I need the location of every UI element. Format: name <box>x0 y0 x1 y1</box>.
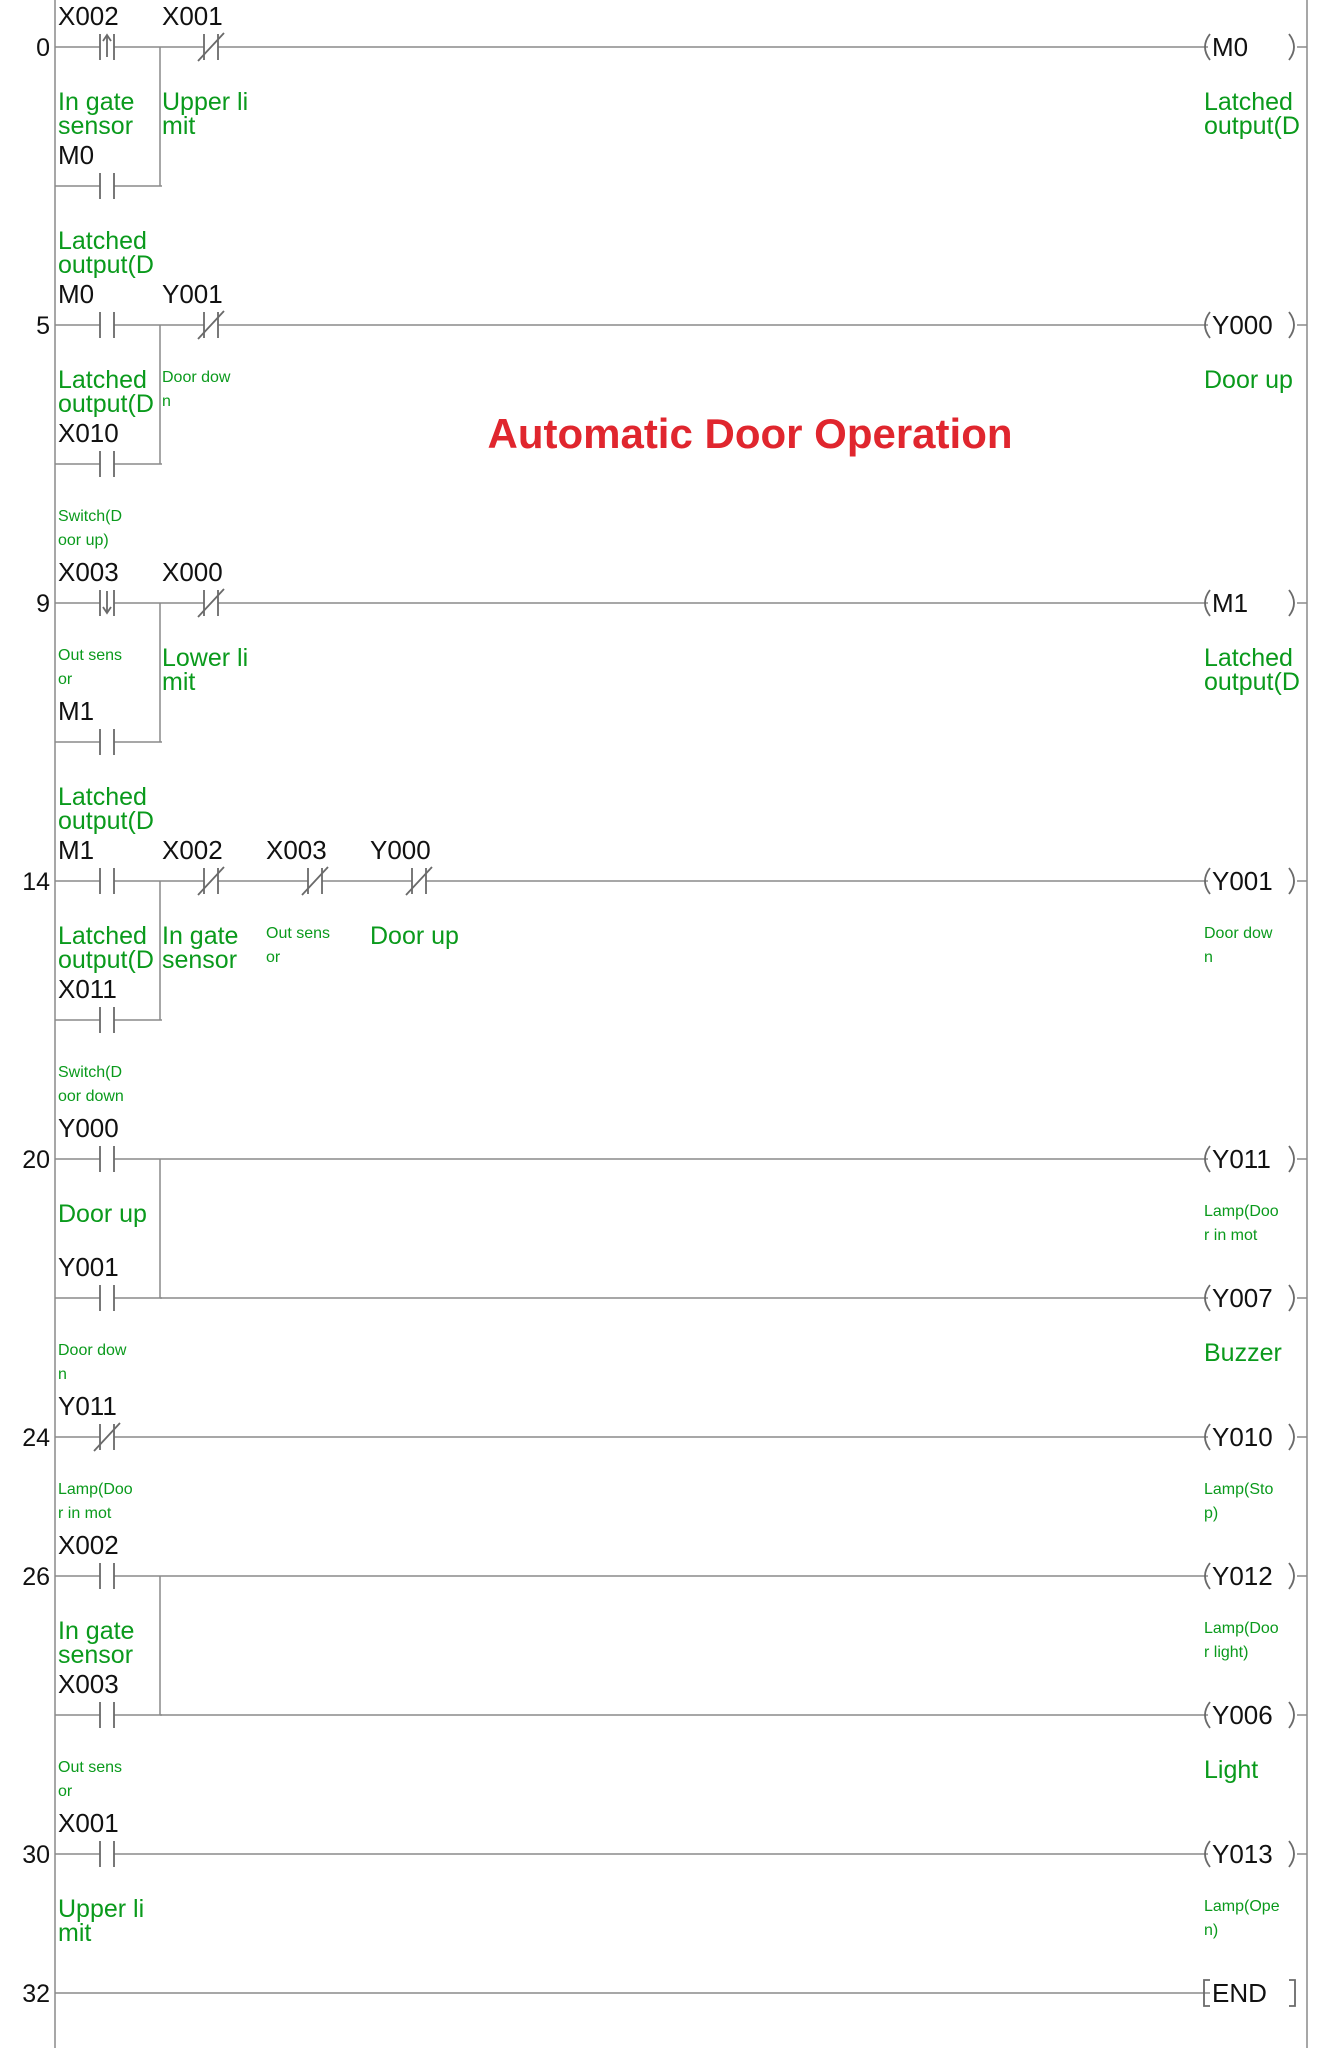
contact-nc-Y000 <box>370 835 474 950</box>
device-label: Y011 <box>58 1391 117 1421</box>
comment-line: oor down <box>58 1088 124 1105</box>
device-label: X002 <box>162 835 223 865</box>
rung-24 <box>22 1391 1307 1522</box>
device-label: Y001 <box>162 279 223 309</box>
device-comment <box>58 88 134 140</box>
coil-device-label: M1 <box>1212 588 1249 618</box>
comment-line: output(D <box>58 807 154 835</box>
step-number: 9 <box>36 590 50 618</box>
comment-line: Buzzer <box>1204 1339 1282 1367</box>
coil-M0 <box>1204 32 1307 140</box>
comment-line: n <box>162 393 171 410</box>
comment-line: n) <box>1204 1922 1219 1939</box>
contact-nc-X001 <box>162 1 266 140</box>
device-comment <box>58 1064 124 1105</box>
device-comment <box>162 922 238 974</box>
comment-line: Light <box>1204 1756 1259 1784</box>
device-label: X001 <box>162 1 223 31</box>
coil-comment <box>1204 1756 1258 1784</box>
comment-line: mit <box>162 668 196 696</box>
coil-Y000 <box>1204 310 1307 394</box>
device-comment <box>58 508 122 549</box>
comment-line: Latched <box>58 366 147 394</box>
coil-right-paren <box>1289 1563 1294 1589</box>
device-label: Y000 <box>370 835 431 865</box>
coil-comment <box>1204 925 1273 966</box>
comment-line: In gate <box>58 1617 135 1645</box>
device-label: X003 <box>266 835 327 865</box>
comment-line: or <box>58 671 73 688</box>
coil-device-label: Y011 <box>1212 1144 1271 1174</box>
coil-device-label: Y001 <box>1212 866 1273 896</box>
coil-comment <box>1204 366 1293 394</box>
device-comment <box>58 922 154 974</box>
device-comment <box>370 922 459 950</box>
rung-30 <box>22 1808 1307 1947</box>
coil-comment <box>1204 1203 1279 1244</box>
comment-line: Door up <box>58 1200 147 1228</box>
contact-nc-X000 <box>162 557 266 696</box>
end-label: END <box>1212 1978 1267 2008</box>
coil-device-label: Y010 <box>1212 1422 1273 1452</box>
device-label: M1 <box>58 835 95 865</box>
device-comment <box>58 1481 133 1522</box>
coil-right-paren <box>1289 312 1294 338</box>
device-label: X003 <box>58 1669 119 1699</box>
contact-no-X003 <box>58 1669 162 1800</box>
contact-no-X001 <box>58 1808 162 1947</box>
coil-Y011 <box>1204 1144 1307 1244</box>
coil-comment <box>1204 1339 1282 1367</box>
coil-right-paren <box>1289 590 1294 616</box>
device-label: Y001 <box>58 1252 119 1282</box>
comment-line: sensor <box>162 946 238 974</box>
comment-line: Lamp(Ope <box>1204 1898 1280 1915</box>
device-comment <box>58 1895 144 1947</box>
contact-rising-X002 <box>58 1 162 140</box>
comment-line: Upper li <box>162 88 249 116</box>
comment-line: n <box>1204 949 1213 966</box>
contact-nc-Y011 <box>58 1391 162 1522</box>
coil-device-label: Y000 <box>1212 310 1273 340</box>
coil-device-label: Y007 <box>1212 1283 1273 1313</box>
comment-line: Door up <box>370 922 459 950</box>
device-label: M1 <box>58 696 95 726</box>
coil-right-paren <box>1289 1424 1294 1450</box>
step-number: 0 <box>36 34 50 62</box>
diagram-title: Automatic Door Operation <box>487 410 1013 457</box>
contact-nc-X003 <box>266 835 370 966</box>
contact-no-Y001 <box>58 1252 162 1383</box>
comment-line: output(D <box>1204 112 1300 140</box>
device-label: X002 <box>58 1530 119 1560</box>
contact-no-M1 <box>58 835 162 974</box>
comment-line: r in mot <box>1204 1227 1258 1244</box>
device-label: X010 <box>58 418 119 448</box>
contact-no-X010 <box>58 418 162 549</box>
coil-M1 <box>1204 588 1307 696</box>
contact-no-M1 <box>58 696 162 835</box>
device-label: X000 <box>162 557 223 587</box>
comment-line: In gate <box>162 922 239 950</box>
comment-line: output(D <box>58 946 154 974</box>
step-number: 5 <box>36 312 50 340</box>
device-comment <box>58 1342 127 1383</box>
comment-line: r light) <box>1204 1644 1249 1661</box>
comment-line: sensor <box>58 112 134 140</box>
comment-line: Door dow <box>162 369 231 386</box>
step-number: 20 <box>22 1146 50 1174</box>
step-number: 26 <box>22 1563 50 1591</box>
comment-line: Door dow <box>1204 925 1273 942</box>
step-number: 32 <box>22 1980 50 2008</box>
coil-comment <box>1204 1898 1280 1939</box>
comment-line: output(D <box>1204 668 1300 696</box>
comment-line: Switch(D <box>58 1064 123 1081</box>
comment-line: Out sens <box>58 647 123 664</box>
coil-device-label: Y006 <box>1212 1700 1273 1730</box>
coil-right-paren <box>1289 1285 1294 1311</box>
device-comment <box>58 366 154 418</box>
comment-line: Latched <box>1204 88 1293 116</box>
comment-line: Latched <box>58 783 147 811</box>
coil-Y010 <box>1204 1422 1307 1522</box>
comment-line: r in mot <box>58 1505 112 1522</box>
contact-no-X011 <box>58 974 162 1105</box>
coil-comment <box>1204 644 1300 696</box>
comment-line: Lamp(Doo <box>1204 1620 1279 1637</box>
comment-line: mit <box>58 1919 92 1947</box>
coil-comment <box>1204 1481 1273 1522</box>
comment-line: or <box>266 949 281 966</box>
rung-9 <box>36 557 1307 835</box>
contact-no-M0 <box>58 279 162 418</box>
device-comment <box>58 647 122 688</box>
device-comment <box>58 1617 134 1669</box>
device-label: Y000 <box>58 1113 119 1143</box>
coil-right-paren <box>1289 1702 1294 1728</box>
device-comment <box>58 783 154 835</box>
coil-device-label: Y012 <box>1212 1561 1273 1591</box>
device-comment <box>58 1759 122 1800</box>
comment-line: output(D <box>58 251 154 279</box>
coil-right-paren <box>1289 868 1294 894</box>
rung-26 <box>22 1530 1307 1800</box>
device-label: M0 <box>58 140 95 170</box>
coil-right-paren <box>1289 34 1294 60</box>
coil-right-paren <box>1289 1146 1294 1172</box>
coil-Y001 <box>1204 866 1307 966</box>
rungs-layer <box>22 1 1307 2008</box>
comment-line: Switch(D <box>58 508 123 525</box>
device-label: X011 <box>58 974 117 1004</box>
coil-Y012 <box>1204 1561 1307 1661</box>
coil-Y007 <box>1204 1283 1307 1367</box>
comment-line: mit <box>162 112 196 140</box>
comment-line: Latched <box>58 227 147 255</box>
comment-line: oor up) <box>58 532 109 549</box>
comment-line: n <box>58 1366 67 1383</box>
device-label: X001 <box>58 1808 119 1838</box>
comment-line: Out sens <box>58 1759 123 1776</box>
device-label: X002 <box>58 1 119 31</box>
comment-line: Latched <box>1204 644 1293 672</box>
coil-comment <box>1204 88 1300 140</box>
contact-falling-X003 <box>58 557 162 688</box>
device-comment <box>162 88 248 140</box>
comment-line: Lamp(Doo <box>58 1481 133 1498</box>
rung-32 <box>22 1978 1295 2008</box>
comment-line: Door up <box>1204 366 1293 394</box>
end-bracket-right <box>1289 1980 1295 2006</box>
comment-line: Lower li <box>162 644 249 672</box>
coil-device-label: M0 <box>1212 32 1249 62</box>
comment-line: Lamp(Sto <box>1204 1481 1274 1498</box>
comment-line: sensor <box>58 1641 134 1669</box>
comment-line: Upper li <box>58 1895 145 1923</box>
coil-Y006 <box>1204 1700 1307 1784</box>
comment-line: or <box>58 1783 73 1800</box>
comment-line: Lamp(Doo <box>1204 1203 1279 1220</box>
coil-device-label: Y013 <box>1212 1839 1273 1869</box>
device-comment <box>162 644 248 696</box>
end-instruction <box>1204 1978 1295 2008</box>
rung-0 <box>36 1 1307 279</box>
comment-line: Out sens <box>266 925 331 942</box>
device-label: M0 <box>58 279 95 309</box>
rung-14 <box>22 835 1307 1105</box>
contact-no-X002 <box>58 1530 162 1669</box>
comment-line: In gate <box>58 88 135 116</box>
contact-no-M0 <box>58 140 162 279</box>
comment-line: Door dow <box>58 1342 127 1359</box>
coil-Y013 <box>1204 1839 1307 1939</box>
device-label: X003 <box>58 557 119 587</box>
comment-line: Latched <box>58 922 147 950</box>
contact-nc-X002 <box>162 835 266 974</box>
contact-no-Y000 <box>58 1113 162 1228</box>
device-comment <box>58 1200 147 1228</box>
device-comment <box>266 925 330 966</box>
device-comment <box>58 227 154 279</box>
contact-nc-Y001 <box>162 279 266 410</box>
coil-right-paren <box>1289 1841 1294 1867</box>
coil-comment <box>1204 1620 1279 1661</box>
comment-line: output(D <box>58 390 154 418</box>
step-number: 14 <box>22 868 50 896</box>
step-number: 24 <box>22 1424 50 1452</box>
device-comment <box>162 369 231 410</box>
rung-20 <box>22 1113 1307 1383</box>
step-number: 30 <box>22 1841 50 1869</box>
comment-line: p) <box>1204 1505 1219 1522</box>
